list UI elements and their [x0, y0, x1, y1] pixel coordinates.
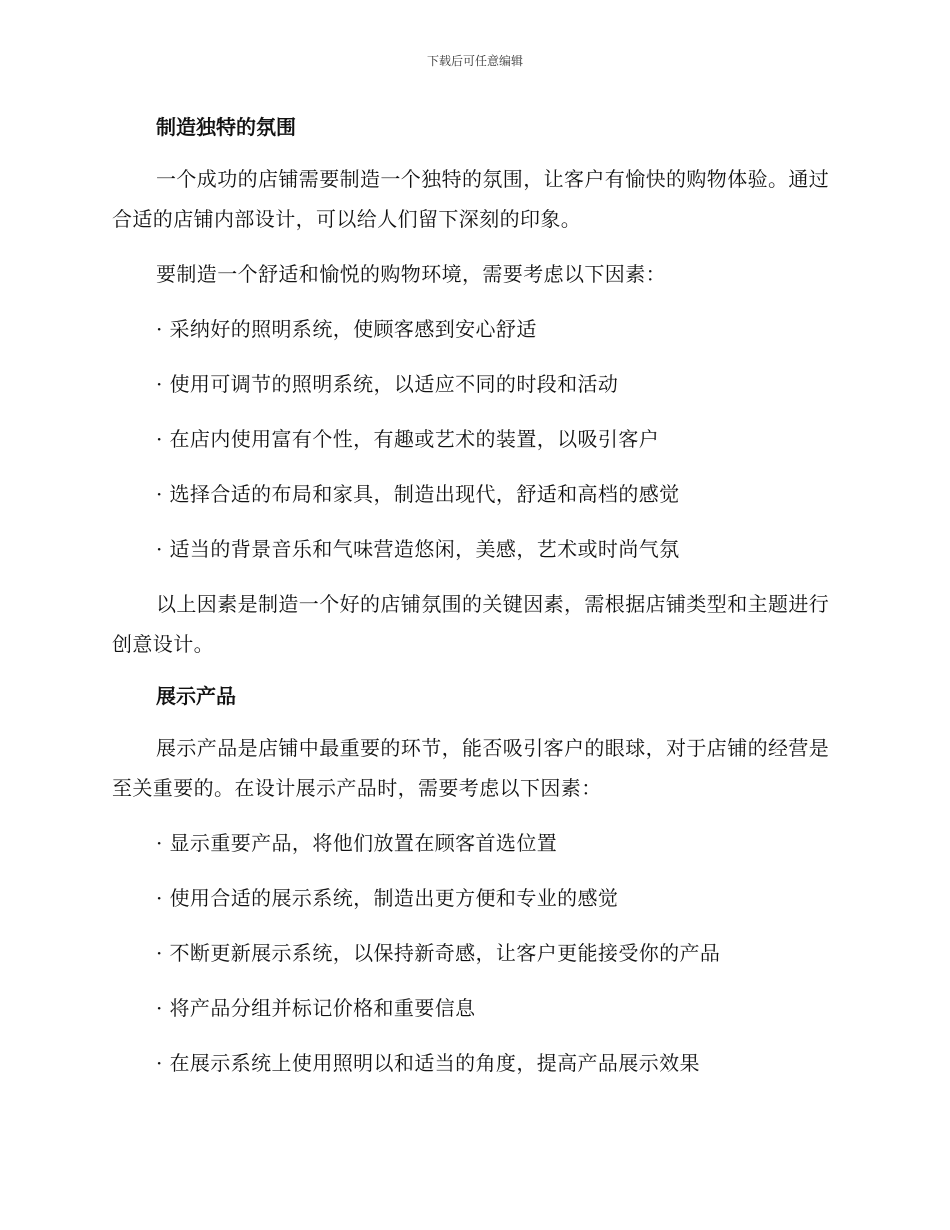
- section-heading-display: 展示产品: [156, 684, 236, 708]
- section-lead-atmosphere: 要制造一个舒适和愉悦的购物环境，需要考虑以下因素：: [156, 262, 666, 286]
- document-body: [112, 110, 832, 1083]
- section-intro-display: 展示产品是店铺中最重要的环节，能否吸引客户的眼球，对于店铺的经营是至关重要的。在设计展示产品时，需要考虑以下因素：: [112, 736, 830, 800]
- page-header-note: 下载后可任意编辑: [426, 54, 523, 68]
- bullet-item: · 在店内使用富有个性，有趣或艺术的装置，以吸引客户: [156, 427, 660, 451]
- section-intro-atmosphere: 一个成功的店铺需要制造一个独特的氛围，让客户有愉快的购物体验。通过合适的店铺内部设计，可以给人们留下深刻的印象。: [112, 167, 830, 231]
- bullet-item: · 使用可调节的照明系统，以适应不同的时段和活动: [156, 372, 619, 396]
- section-heading-atmosphere: 制造独特的氛围: [156, 115, 296, 139]
- bullet-item: · 适当的背景音乐和气味营造悠闲，美感，艺术或时尚气氛: [156, 537, 680, 561]
- bullet-item: · 采纳好的照明系统，使顾客感到安心舒适: [156, 317, 537, 341]
- bullet-item: · 将产品分组并标记价格和重要信息: [156, 996, 476, 1020]
- bullet-item: · 使用合适的展示系统，制造出更方便和专业的感觉: [156, 886, 619, 910]
- bullet-item: · 选择合适的布局和家具，制造出现代，舒适和高档的感觉: [156, 482, 680, 506]
- bullet-item: · 不断更新展示系统，以保持新奇感，让客户更能接受你的产品: [156, 941, 721, 965]
- section-conclusion-atmosphere: 以上因素是制造一个好的店铺氛围的关键因素，需根据店铺类型和主题进行创意设计。: [112, 592, 830, 656]
- bullet-item: · 在展示系统上使用照明以和适当的角度，提高产品展示效果: [156, 1051, 700, 1075]
- bullet-item: · 显示重要产品，将他们放置在顾客首选位置: [156, 831, 558, 855]
